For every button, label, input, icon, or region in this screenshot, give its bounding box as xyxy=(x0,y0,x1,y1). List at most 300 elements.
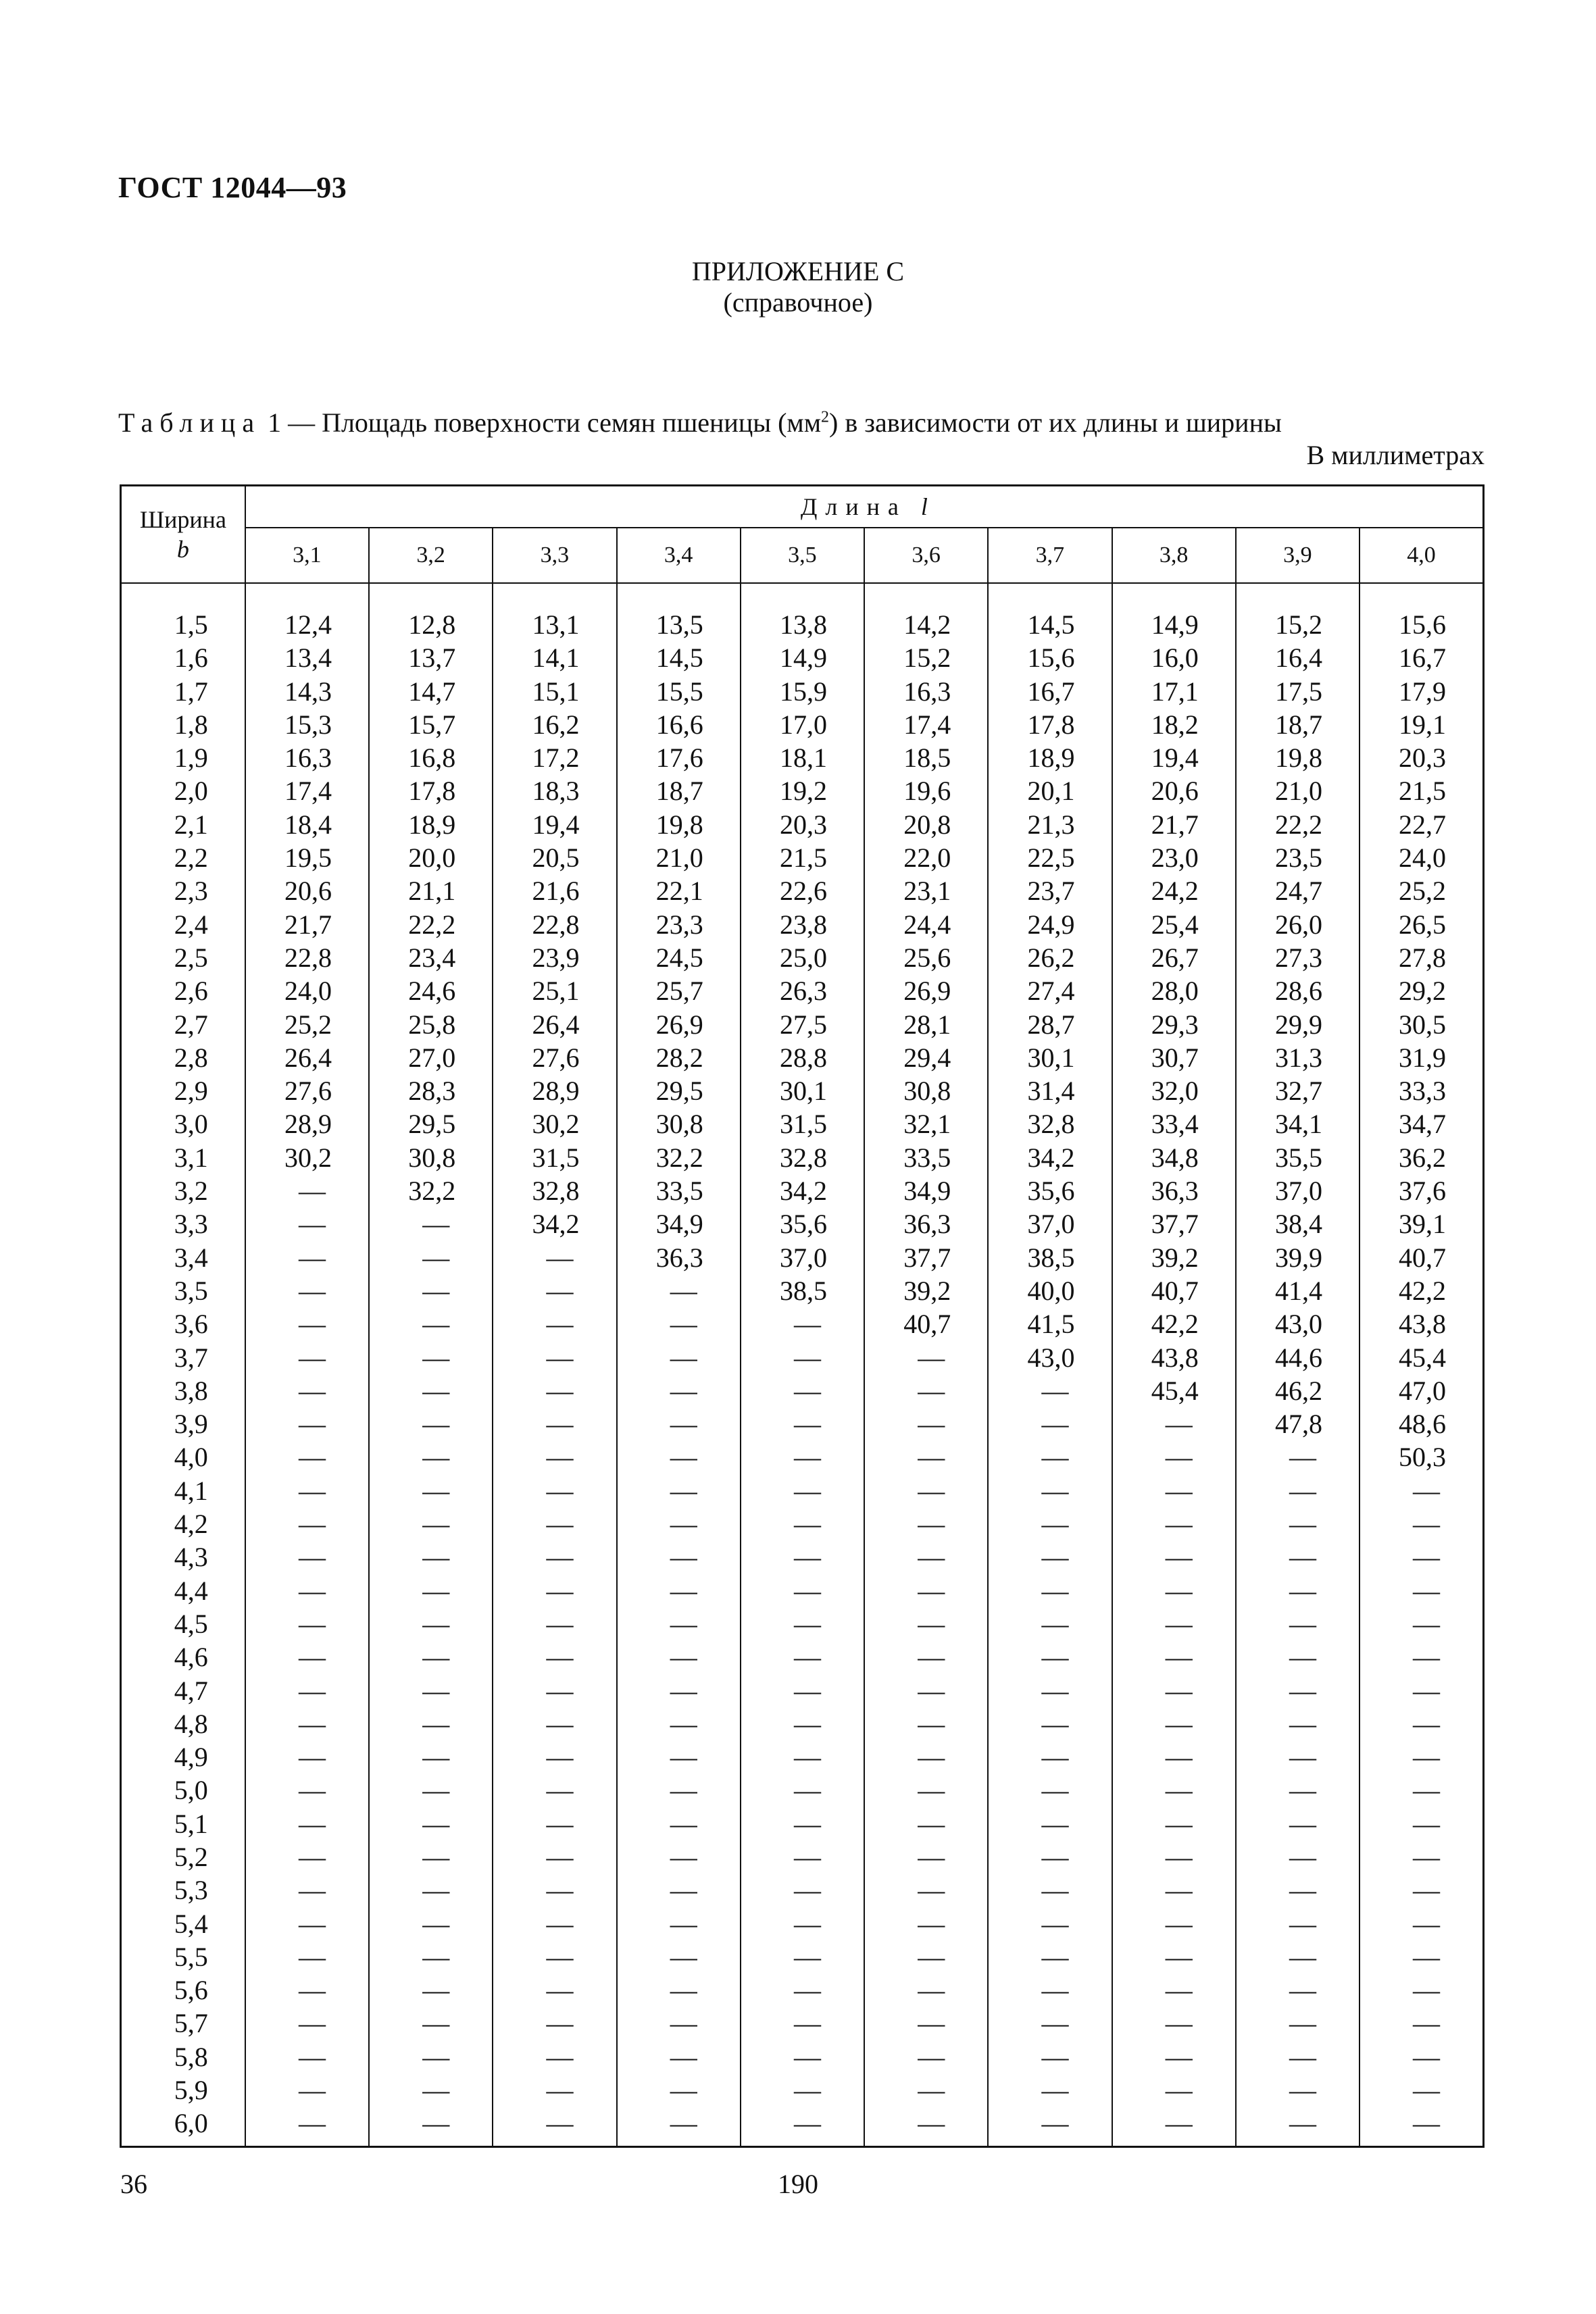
width-header-label: Ширина xyxy=(139,506,226,533)
empty-value-cell: — xyxy=(369,1307,493,1340)
area-value-cell: 43,8 xyxy=(1360,1307,1483,1340)
empty-value-cell: — xyxy=(493,1774,616,1807)
area-value-cell: 41,5 xyxy=(988,1307,1112,1340)
area-value-cell: 24,7 xyxy=(1236,874,1360,907)
width-cell: 2,1 xyxy=(121,808,245,841)
empty-value-cell: — xyxy=(617,1474,741,1507)
area-value-cell: 22,0 xyxy=(864,841,988,874)
area-value-cell: 14,1 xyxy=(493,641,616,674)
area-value-cell: 31,3 xyxy=(1236,1041,1360,1074)
area-value-cell: 22,2 xyxy=(369,908,493,941)
empty-value-cell: — xyxy=(245,2107,369,2146)
empty-value-cell: — xyxy=(245,1607,369,1640)
empty-value-cell: — xyxy=(988,1540,1112,1574)
empty-value-cell: — xyxy=(493,2007,616,2040)
area-value-cell: 25,4 xyxy=(1112,908,1236,941)
empty-value-cell: — xyxy=(741,2040,864,2073)
table-row xyxy=(121,1507,1484,1540)
empty-value-cell: — xyxy=(493,1840,616,1873)
spacer-cell xyxy=(245,583,369,608)
empty-value-cell: — xyxy=(617,2040,741,2073)
empty-value-cell: — xyxy=(369,1940,493,1973)
table-row xyxy=(121,1540,1484,1574)
empty-value-cell: — xyxy=(1236,1674,1360,1707)
area-value-cell: 35,6 xyxy=(741,1207,864,1240)
area-value-cell: 18,9 xyxy=(369,808,493,841)
table-row xyxy=(121,2107,1484,2146)
area-value-cell: 30,5 xyxy=(1360,1008,1483,1041)
length-column-header: 4,0 xyxy=(1360,528,1483,583)
empty-value-cell: — xyxy=(493,1407,616,1440)
empty-value-cell: — xyxy=(1112,2040,1236,2073)
width-cell: 5,0 xyxy=(121,1774,245,1807)
empty-value-cell: — xyxy=(741,1740,864,1774)
empty-value-cell: — xyxy=(617,1674,741,1707)
area-value-cell: 39,9 xyxy=(1236,1241,1360,1274)
empty-value-cell: — xyxy=(369,1774,493,1807)
width-cell: 4,3 xyxy=(121,1540,245,1574)
table-row xyxy=(121,708,1484,741)
empty-value-cell: — xyxy=(1236,1940,1360,1973)
empty-value-cell: — xyxy=(369,2007,493,2040)
table-row xyxy=(121,2073,1484,2107)
area-value-cell: 15,9 xyxy=(741,675,864,708)
area-value-cell: 27,0 xyxy=(369,1041,493,1074)
empty-value-cell: — xyxy=(988,1807,1112,1840)
area-value-cell: 19,4 xyxy=(1112,741,1236,774)
area-value-cell: 19,8 xyxy=(617,808,741,841)
width-cell: 3,2 xyxy=(121,1174,245,1207)
empty-value-cell: — xyxy=(741,1674,864,1707)
area-value-cell: 24,6 xyxy=(369,974,493,1007)
empty-value-cell: — xyxy=(741,1807,864,1840)
area-value-cell: 30,8 xyxy=(864,1074,988,1107)
area-value-cell: 26,5 xyxy=(1360,908,1483,941)
spacer-cell xyxy=(121,583,245,608)
area-value-cell: 23,7 xyxy=(988,874,1112,907)
empty-value-cell: — xyxy=(1112,1574,1236,1607)
width-cell: 5,5 xyxy=(121,1940,245,1973)
area-value-cell: 41,4 xyxy=(1236,1274,1360,1307)
annex-subtitle: (справочное) xyxy=(723,287,873,318)
area-value-cell: 34,9 xyxy=(864,1174,988,1207)
area-value-cell: 14,3 xyxy=(245,675,369,708)
area-value-cell: 46,2 xyxy=(1236,1374,1360,1407)
spacer-cell xyxy=(1236,583,1360,608)
area-value-cell: 18,5 xyxy=(864,741,988,774)
empty-value-cell: — xyxy=(369,1840,493,1873)
area-value-cell: 33,5 xyxy=(864,1141,988,1174)
area-value-cell: 47,0 xyxy=(1360,1374,1483,1407)
page-number-left: 36 xyxy=(120,2169,147,2199)
empty-value-cell: — xyxy=(369,1341,493,1374)
empty-value-cell: — xyxy=(493,1274,616,1307)
empty-value-cell: — xyxy=(1360,1740,1483,1774)
empty-value-cell: — xyxy=(1236,1640,1360,1674)
area-value-cell: 38,4 xyxy=(1236,1207,1360,1240)
empty-value-cell: — xyxy=(617,2007,741,2040)
empty-value-cell: — xyxy=(988,1907,1112,1940)
width-cell: 4,0 xyxy=(121,1440,245,1474)
empty-value-cell: — xyxy=(369,1507,493,1540)
empty-value-cell: — xyxy=(245,1940,369,1973)
spacer-cell xyxy=(493,583,616,608)
area-value-cell: 30,8 xyxy=(369,1141,493,1174)
area-value-cell: 48,6 xyxy=(1360,1407,1483,1440)
empty-value-cell: — xyxy=(245,1474,369,1507)
empty-value-cell: — xyxy=(988,1640,1112,1674)
area-value-cell: 42,2 xyxy=(1360,1274,1483,1307)
area-value-cell: 25,8 xyxy=(369,1008,493,1041)
empty-value-cell: — xyxy=(1112,1907,1236,1940)
empty-value-cell: — xyxy=(1236,1840,1360,1873)
table-row xyxy=(121,1307,1484,1340)
area-value-cell: 32,7 xyxy=(1236,1074,1360,1107)
empty-value-cell: — xyxy=(988,1440,1112,1474)
empty-value-cell: — xyxy=(741,1474,864,1507)
empty-value-cell: — xyxy=(988,1674,1112,1707)
area-value-cell: 26,9 xyxy=(864,974,988,1007)
area-value-cell: 26,2 xyxy=(988,941,1112,974)
empty-value-cell: — xyxy=(617,1940,741,1973)
width-cell: 1,7 xyxy=(121,675,245,708)
empty-value-cell: — xyxy=(864,1807,988,1840)
area-value-cell: 17,1 xyxy=(1112,675,1236,708)
empty-value-cell: — xyxy=(741,2073,864,2107)
area-value-cell: 37,6 xyxy=(1360,1174,1483,1207)
table-row xyxy=(121,1074,1484,1107)
area-value-cell: 23,5 xyxy=(1236,841,1360,874)
area-value-cell: 29,3 xyxy=(1112,1008,1236,1041)
empty-value-cell: — xyxy=(1236,2040,1360,2073)
area-value-cell: 28,6 xyxy=(1236,974,1360,1007)
area-value-cell: 13,8 xyxy=(741,608,864,641)
area-value-cell: 17,8 xyxy=(988,708,1112,741)
area-value-cell: 16,0 xyxy=(1112,641,1236,674)
empty-value-cell: — xyxy=(988,1940,1112,1973)
area-value-cell: 26,9 xyxy=(617,1008,741,1041)
area-value-cell: 34,9 xyxy=(617,1207,741,1240)
table-row xyxy=(121,841,1484,874)
area-value-cell: 27,8 xyxy=(1360,941,1483,974)
empty-value-cell: — xyxy=(245,1574,369,1607)
table-row xyxy=(121,1574,1484,1607)
empty-value-cell: — xyxy=(617,1740,741,1774)
table-row xyxy=(121,1440,1484,1474)
empty-value-cell: — xyxy=(493,1440,616,1474)
table-row xyxy=(121,908,1484,941)
length-column-header: 3,2 xyxy=(369,528,493,583)
empty-value-cell: — xyxy=(493,1607,616,1640)
area-value-cell: 22,8 xyxy=(493,908,616,941)
empty-value-cell: — xyxy=(1236,1807,1360,1840)
empty-value-cell: — xyxy=(864,1341,988,1374)
empty-value-cell: — xyxy=(493,1540,616,1574)
empty-value-cell: — xyxy=(617,1774,741,1807)
area-value-cell: 30,1 xyxy=(988,1041,1112,1074)
area-value-cell: 33,4 xyxy=(1112,1107,1236,1140)
area-value-cell: 40,0 xyxy=(988,1274,1112,1307)
empty-value-cell: — xyxy=(245,1674,369,1707)
empty-value-cell: — xyxy=(741,1840,864,1873)
empty-value-cell: — xyxy=(1236,1540,1360,1574)
table-row xyxy=(121,1973,1484,2007)
empty-value-cell: — xyxy=(1360,1840,1483,1873)
empty-value-cell: — xyxy=(741,1341,864,1374)
empty-value-cell: — xyxy=(988,2007,1112,2040)
empty-value-cell: — xyxy=(245,1640,369,1674)
table-row xyxy=(121,1907,1484,1940)
empty-value-cell: — xyxy=(864,2007,988,2040)
empty-value-cell: — xyxy=(741,1707,864,1740)
table-row xyxy=(121,2007,1484,2040)
area-value-cell: 13,7 xyxy=(369,641,493,674)
empty-value-cell: — xyxy=(493,1241,616,1274)
table-caption xyxy=(118,407,1282,439)
area-value-cell: 37,7 xyxy=(1112,1207,1236,1240)
area-value-cell: 28,9 xyxy=(245,1107,369,1140)
empty-value-cell: — xyxy=(369,1640,493,1674)
empty-value-cell: — xyxy=(369,1474,493,1507)
length-column-header: 3,7 xyxy=(988,528,1112,583)
area-value-cell: 27,4 xyxy=(988,974,1112,1007)
area-value-cell: 23,0 xyxy=(1112,841,1236,874)
area-value-cell: 19,8 xyxy=(1236,741,1360,774)
width-cell: 5,6 xyxy=(121,1973,245,2007)
area-value-cell: 21,3 xyxy=(988,808,1112,841)
empty-value-cell: — xyxy=(369,1440,493,1474)
area-value-cell: 19,5 xyxy=(245,841,369,874)
width-cell: 4,2 xyxy=(121,1507,245,1540)
area-value-cell: 24,0 xyxy=(245,974,369,1007)
empty-value-cell: — xyxy=(1360,2007,1483,2040)
empty-value-cell: — xyxy=(369,1674,493,1707)
area-value-cell: 29,9 xyxy=(1236,1008,1360,1041)
empty-value-cell: — xyxy=(617,1973,741,2007)
area-value-cell: 28,0 xyxy=(1112,974,1236,1007)
width-cell: 2,8 xyxy=(121,1041,245,1074)
area-value-cell: 13,4 xyxy=(245,641,369,674)
area-value-cell: 37,7 xyxy=(864,1241,988,1274)
area-value-cell: 20,6 xyxy=(1112,774,1236,807)
empty-value-cell: — xyxy=(1112,2007,1236,2040)
spacer-cell xyxy=(1112,583,1236,608)
area-value-cell: 44,6 xyxy=(1236,1341,1360,1374)
empty-value-cell: — xyxy=(1112,1973,1236,2007)
empty-value-cell: — xyxy=(1360,1640,1483,1674)
empty-value-cell: — xyxy=(1236,2107,1360,2146)
area-value-cell: 24,9 xyxy=(988,908,1112,941)
area-value-cell: 31,5 xyxy=(741,1107,864,1140)
empty-value-cell: — xyxy=(493,1574,616,1607)
table-row xyxy=(121,608,1484,641)
empty-value-cell: — xyxy=(1112,2107,1236,2146)
empty-value-cell: — xyxy=(369,1274,493,1307)
width-cell: 2,3 xyxy=(121,874,245,907)
empty-value-cell: — xyxy=(864,1440,988,1474)
area-value-cell: 16,4 xyxy=(1236,641,1360,674)
empty-value-cell: — xyxy=(245,1374,369,1407)
spacer-cell xyxy=(864,583,988,608)
table-row xyxy=(121,675,1484,708)
table-caption-superscript: 2 xyxy=(821,408,830,426)
document-code: ГОСТ 12044—93 xyxy=(118,171,347,204)
empty-value-cell: — xyxy=(369,1740,493,1774)
empty-value-cell: — xyxy=(1360,2073,1483,2107)
width-cell: 1,8 xyxy=(121,708,245,741)
empty-value-cell: — xyxy=(741,1574,864,1607)
empty-value-cell: — xyxy=(493,1307,616,1340)
area-value-cell: 23,8 xyxy=(741,908,864,941)
area-value-cell: 18,1 xyxy=(741,741,864,774)
table-row xyxy=(121,1107,1484,1140)
table-row xyxy=(121,774,1484,807)
width-cell: 3,6 xyxy=(121,1307,245,1340)
width-cell: 2,7 xyxy=(121,1008,245,1041)
empty-value-cell: — xyxy=(1236,1574,1360,1607)
area-value-cell: 15,6 xyxy=(1360,608,1483,641)
empty-value-cell: — xyxy=(864,1474,988,1507)
empty-value-cell: — xyxy=(369,1374,493,1407)
empty-value-cell: — xyxy=(245,1707,369,1740)
area-value-cell: 21,0 xyxy=(1236,774,1360,807)
empty-value-cell: — xyxy=(741,1873,864,1907)
empty-value-cell: — xyxy=(369,2040,493,2073)
empty-value-cell: — xyxy=(369,1707,493,1740)
empty-value-cell: — xyxy=(369,2073,493,2107)
empty-value-cell: — xyxy=(1236,1973,1360,2007)
width-cell: 1,5 xyxy=(121,608,245,641)
empty-value-cell: — xyxy=(493,1940,616,1973)
width-column-header xyxy=(121,486,245,584)
table-row xyxy=(121,1008,1484,1041)
empty-value-cell: — xyxy=(617,2073,741,2107)
empty-value-cell: — xyxy=(493,2040,616,2073)
empty-value-cell: — xyxy=(741,1774,864,1807)
area-value-cell: 15,5 xyxy=(617,675,741,708)
area-value-cell: 23,3 xyxy=(617,908,741,941)
empty-value-cell: — xyxy=(1112,2073,1236,2107)
empty-value-cell: — xyxy=(245,1507,369,1540)
area-value-cell: 33,5 xyxy=(617,1174,741,1207)
area-value-cell: 39,2 xyxy=(1112,1241,1236,1274)
empty-value-cell: — xyxy=(1112,1940,1236,1973)
empty-value-cell: — xyxy=(617,1707,741,1740)
table-row xyxy=(121,1740,1484,1774)
area-value-cell: 19,2 xyxy=(741,774,864,807)
empty-value-cell: — xyxy=(864,1607,988,1640)
area-value-cell: 47,8 xyxy=(1236,1407,1360,1440)
empty-value-cell: — xyxy=(1112,1474,1236,1507)
empty-value-cell: — xyxy=(988,1507,1112,1540)
area-value-cell: 25,1 xyxy=(493,974,616,1007)
area-value-cell: 40,7 xyxy=(864,1307,988,1340)
area-value-cell: 32,2 xyxy=(617,1141,741,1174)
empty-value-cell: — xyxy=(617,1907,741,1940)
empty-value-cell: — xyxy=(245,1840,369,1873)
area-value-cell: 22,1 xyxy=(617,874,741,907)
area-value-cell: 30,8 xyxy=(617,1107,741,1140)
area-value-cell: 16,8 xyxy=(369,741,493,774)
empty-value-cell: — xyxy=(988,1407,1112,1440)
area-value-cell: 39,1 xyxy=(1360,1207,1483,1240)
length-column-header: 3,5 xyxy=(741,528,864,583)
spacer-row xyxy=(121,583,1484,608)
empty-value-cell: — xyxy=(864,2073,988,2107)
table-row xyxy=(121,1041,1484,1074)
empty-value-cell: — xyxy=(1236,1873,1360,1907)
area-value-cell: 18,7 xyxy=(1236,708,1360,741)
empty-value-cell: — xyxy=(493,1873,616,1907)
empty-value-cell: — xyxy=(741,2007,864,2040)
area-value-cell: 20,8 xyxy=(864,808,988,841)
page-number-center: 190 xyxy=(778,2169,818,2199)
width-cell: 4,5 xyxy=(121,1607,245,1640)
area-value-cell: 17,2 xyxy=(493,741,616,774)
area-value-cell: 37,0 xyxy=(1236,1174,1360,1207)
empty-value-cell: — xyxy=(493,1640,616,1674)
width-cell: 2,9 xyxy=(121,1074,245,1107)
empty-value-cell: — xyxy=(1112,1540,1236,1574)
table-caption-label: Таблица xyxy=(118,407,261,438)
area-value-cell: 32,8 xyxy=(988,1107,1112,1140)
table-row xyxy=(121,1707,1484,1740)
table-row xyxy=(121,1374,1484,1407)
empty-value-cell: — xyxy=(493,1907,616,1940)
spacer-cell xyxy=(617,583,741,608)
area-value-cell: 28,7 xyxy=(988,1008,1112,1041)
area-value-cell: 20,6 xyxy=(245,874,369,907)
empty-value-cell: — xyxy=(1112,1707,1236,1740)
empty-value-cell: — xyxy=(864,1873,988,1907)
empty-value-cell: — xyxy=(1360,1574,1483,1607)
empty-value-cell: — xyxy=(493,1707,616,1740)
area-value-cell: 32,0 xyxy=(1112,1074,1236,1107)
empty-value-cell: — xyxy=(988,1374,1112,1407)
area-value-cell: 36,2 xyxy=(1360,1141,1483,1174)
empty-value-cell: — xyxy=(245,1174,369,1207)
empty-value-cell: — xyxy=(1360,1540,1483,1574)
area-value-cell: 25,0 xyxy=(741,941,864,974)
width-cell: 4,9 xyxy=(121,1740,245,1774)
width-cell: 4,6 xyxy=(121,1640,245,1674)
width-cell: 3,4 xyxy=(121,1241,245,1274)
area-value-cell: 36,3 xyxy=(617,1241,741,1274)
area-value-cell: 38,5 xyxy=(741,1274,864,1307)
area-value-cell: 45,4 xyxy=(1112,1374,1236,1407)
empty-value-cell: — xyxy=(1360,1507,1483,1540)
area-value-cell: 17,6 xyxy=(617,741,741,774)
empty-value-cell: — xyxy=(988,1873,1112,1907)
length-column-header: 3,8 xyxy=(1112,528,1236,583)
empty-value-cell: — xyxy=(1360,2107,1483,2146)
area-value-cell: 28,2 xyxy=(617,1041,741,1074)
empty-value-cell: — xyxy=(1360,1774,1483,1807)
empty-value-cell: — xyxy=(617,1407,741,1440)
area-value-cell: 35,6 xyxy=(988,1174,1112,1207)
empty-value-cell: — xyxy=(864,1374,988,1407)
table-row xyxy=(121,1940,1484,1973)
empty-value-cell: — xyxy=(617,1274,741,1307)
table-row xyxy=(121,1674,1484,1707)
area-value-cell: 42,2 xyxy=(1112,1307,1236,1340)
area-value-cell: 25,2 xyxy=(245,1008,369,1041)
empty-value-cell: — xyxy=(1360,1873,1483,1907)
area-value-cell: 43,8 xyxy=(1112,1341,1236,1374)
empty-value-cell: — xyxy=(988,1707,1112,1740)
empty-value-cell: — xyxy=(245,1274,369,1307)
empty-value-cell: — xyxy=(493,1374,616,1407)
